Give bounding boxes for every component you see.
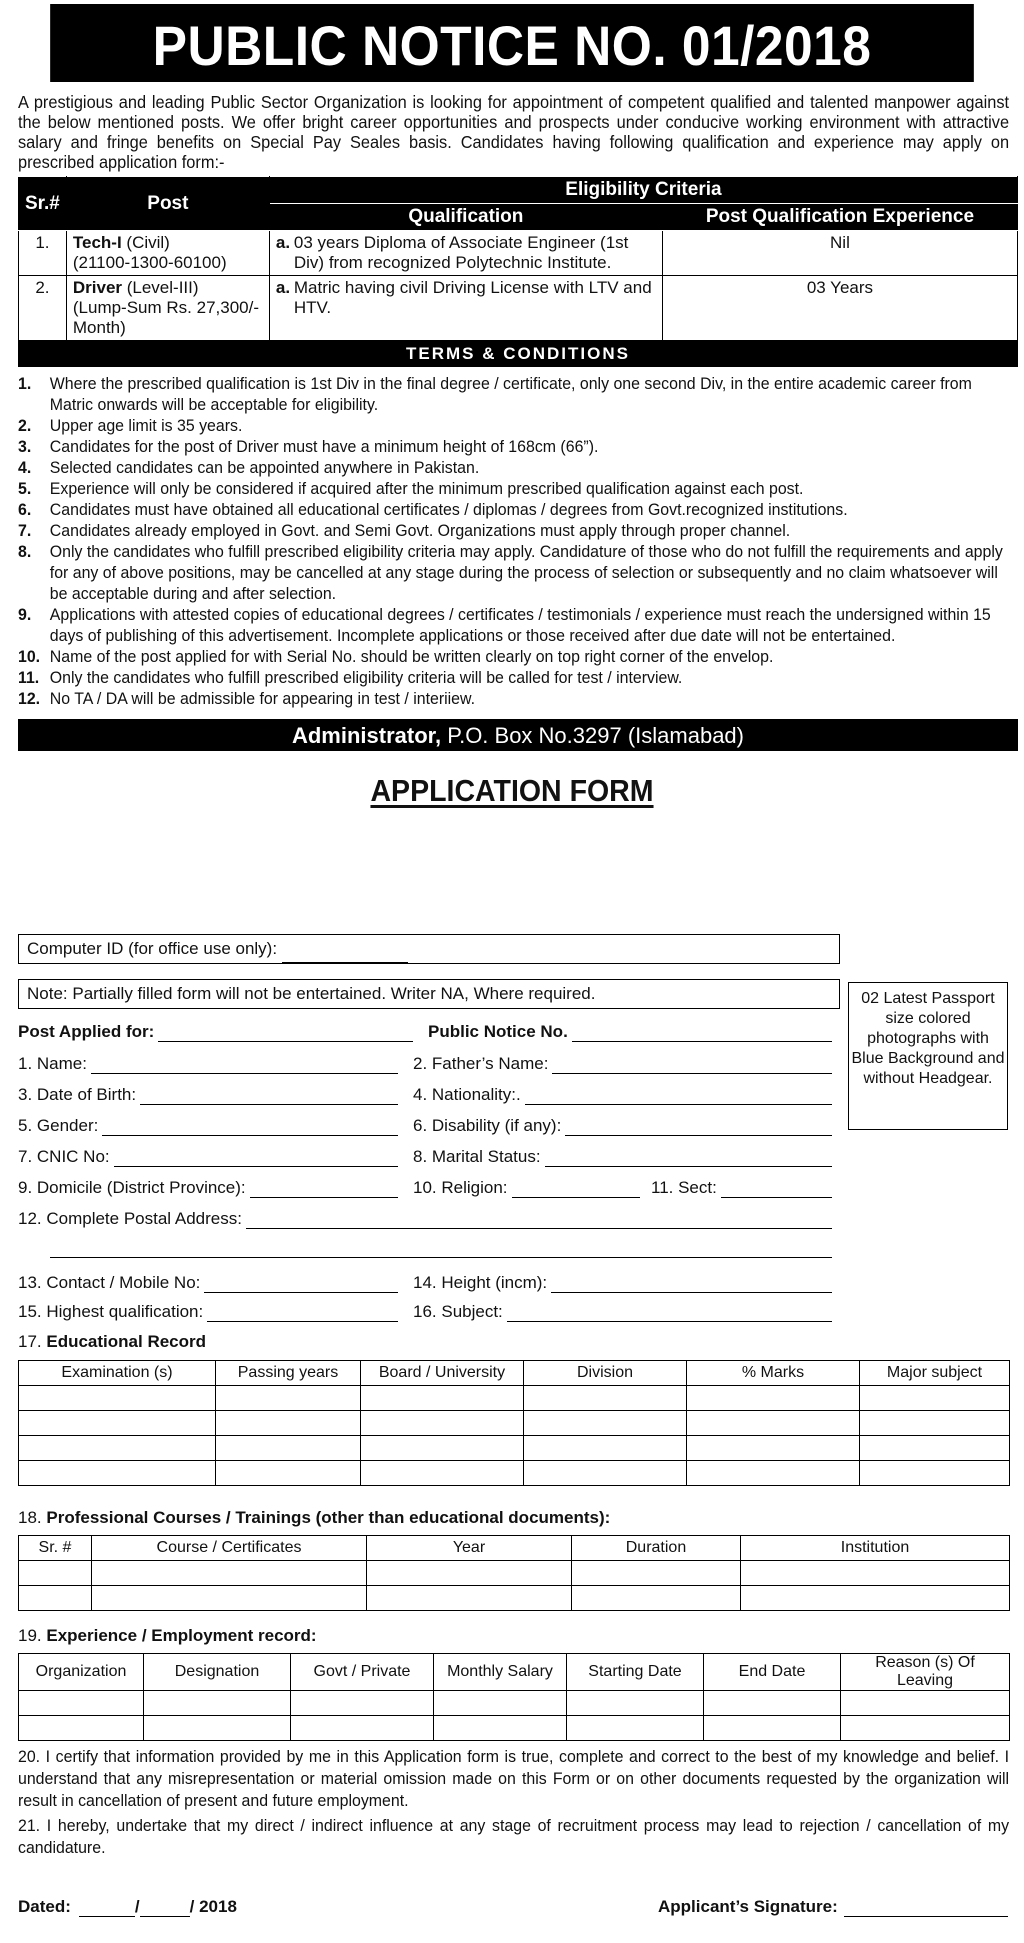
column-header: Passing years xyxy=(216,1361,361,1386)
column-header: End Date xyxy=(704,1654,841,1691)
public-notice-field[interactable] xyxy=(428,1022,832,1042)
column-header: Govt / Private xyxy=(291,1654,434,1691)
table-cell[interactable] xyxy=(19,1461,216,1486)
term-text: Only the candidates who fulfill prescribed eligibility criteria may apply. Candidature of those who do not fulfill the requirements and apply for any of above positions, may be cancelled at any stage during the process of selection or subsequently and no claim whatsoever will be acceptable during and after selection. xyxy=(49,542,1003,603)
term-text: Candidates must have obtained all educational certificates / diplomas / degrees from Govt.recognized institutions. xyxy=(49,500,848,519)
dob-label: 3. Date of Birth: xyxy=(18,1085,137,1104)
term-item xyxy=(18,436,1009,457)
sect-label: 11. Sect: xyxy=(651,1178,717,1197)
gender-label: 5. Gender: xyxy=(18,1116,99,1135)
signature-blank[interactable] xyxy=(844,1900,1008,1917)
domicile-label: 9. Domicile (District Province): xyxy=(18,1178,246,1197)
intro-paragraph: A prestigious and leading Public Sector Organization is looking for appointment of competent qualified and talented manpower against the below mentioned posts. We offer bright career opportunities and prospects under conducive working environment with attractive salary and fringe benefits on Special Pay Seales basis. Candidates having following qualification and experience may apply on prescribed application form:- xyxy=(18,92,1010,172)
term-number: 3. xyxy=(18,437,32,456)
table-cell[interactable] xyxy=(860,1461,1010,1486)
table-cell[interactable] xyxy=(704,1716,841,1741)
admin-address: P.O. Box No.3297 (Islamabad) xyxy=(441,723,744,748)
post-applied-field[interactable] xyxy=(18,1022,413,1042)
post-scale: (Lump-Sum Rs. 27,300/- Month) xyxy=(72,298,260,337)
term-item xyxy=(18,415,1009,436)
column-header: Starting Date xyxy=(567,1654,704,1691)
column-header: Examination (s) xyxy=(19,1361,216,1386)
header-experience: Post Qualification Experience xyxy=(662,204,1017,231)
terms-title: TERMS & CONDITIONS xyxy=(18,341,1018,367)
term-text: Candidates for the post of Driver must have a minimum height of 168cm (66”). xyxy=(49,437,599,456)
post-sub: (Level-III) xyxy=(122,278,199,297)
table-row xyxy=(19,1691,1010,1716)
table-cell[interactable] xyxy=(92,1586,367,1611)
table-cell[interactable] xyxy=(367,1561,572,1586)
term-text: Name of the post applied for with Serial No. should be written clearly on top right corner of the envelop. xyxy=(49,647,774,666)
table-cell[interactable] xyxy=(361,1386,524,1411)
table-row xyxy=(19,1436,1010,1461)
table-cell[interactable] xyxy=(19,1386,216,1411)
postal-address-line-2[interactable] xyxy=(50,1241,832,1258)
table-cell[interactable] xyxy=(216,1461,361,1486)
note-box: Note: Partially filled form will not be entertained. Writer NA, Where required. xyxy=(18,979,840,1009)
qual-text: 03 years Diploma of Associate Engineer (1st Div) from recognized Polytechnic Institute. xyxy=(293,233,629,272)
row-experience: Nil xyxy=(662,231,1017,276)
table-cell[interactable] xyxy=(291,1716,434,1741)
table-cell[interactable] xyxy=(19,1411,216,1436)
nationality-field[interactable] xyxy=(413,1085,832,1105)
table-row xyxy=(19,1586,1010,1611)
table-cell[interactable] xyxy=(216,1436,361,1461)
edu-num: 17. xyxy=(18,1332,42,1351)
column-header: Duration xyxy=(572,1536,741,1561)
date-month-blank[interactable] xyxy=(140,1900,190,1917)
edu-title: Educational Record xyxy=(46,1332,207,1351)
term-item xyxy=(18,478,1009,499)
experience-table xyxy=(18,1653,1010,1741)
prof-title: Professional Courses / Trainings (other than educational documents): xyxy=(46,1508,611,1527)
computer-id-box xyxy=(18,934,840,964)
height-field[interactable] xyxy=(413,1273,832,1293)
column-header: Monthly Salary xyxy=(434,1654,567,1691)
disability-field[interactable] xyxy=(413,1116,832,1136)
header-qualification: Qualification xyxy=(269,204,662,231)
terms-list xyxy=(18,373,1009,709)
dob-field[interactable] xyxy=(18,1085,398,1105)
row-sr: 1. xyxy=(19,231,67,276)
table-cell[interactable] xyxy=(741,1561,1010,1586)
notice-title: PUBLIC NOTICE NO. 01/2018 xyxy=(50,4,974,82)
height-label: 14. Height (incm): xyxy=(413,1273,548,1292)
domicile-field[interactable] xyxy=(18,1178,398,1198)
table-cell[interactable] xyxy=(367,1586,572,1611)
computer-id-label: Computer ID (for office use only): xyxy=(27,939,278,958)
column-header: Year xyxy=(367,1536,572,1561)
term-number: 1. xyxy=(18,374,32,393)
contact-label: 13. Contact / Mobile No: xyxy=(18,1273,201,1292)
table-cell[interactable] xyxy=(704,1691,841,1716)
term-number: 12. xyxy=(18,689,41,708)
subject-field[interactable] xyxy=(413,1302,832,1322)
date-sep: / xyxy=(134,1897,140,1916)
term-text: Candidates already employed in Govt. and Semi Govt. Organizations must apply through proper channel. xyxy=(49,521,791,540)
marital-status-label: 8. Marital Status: xyxy=(413,1147,541,1166)
table-cell[interactable] xyxy=(92,1561,367,1586)
term-text: No TA / DA will be admissible for appearing in test / interiiew. xyxy=(49,689,476,708)
table-cell[interactable] xyxy=(572,1586,741,1611)
table-cell[interactable] xyxy=(524,1411,687,1436)
column-header: Institution xyxy=(741,1536,1010,1561)
father-name-label: 2. Father’s Name: xyxy=(413,1054,549,1073)
date-day-blank[interactable] xyxy=(79,1900,135,1917)
cnic-field[interactable] xyxy=(18,1147,398,1167)
post-scale: (21100-1300-60100) xyxy=(72,253,227,272)
declaration-20: 20. I certify that information provided by me in this Application form is true, complete and correct to the best of my knowledge and belief. I understand that any misrepresentation or material omission made on this Form or on other documents requested by the organization will result in cancellation of present and future employment. xyxy=(18,1747,1010,1810)
term-item xyxy=(18,373,1009,415)
professional-courses-table xyxy=(18,1535,1010,1611)
term-number: 7. xyxy=(18,521,32,540)
contact-field[interactable] xyxy=(18,1273,398,1293)
column-header: Designation xyxy=(144,1654,291,1691)
post-sub: (Civil) xyxy=(121,233,170,252)
table-cell[interactable] xyxy=(434,1716,567,1741)
term-number: 4. xyxy=(18,458,32,477)
table-cell[interactable] xyxy=(434,1691,567,1716)
professional-courses-heading xyxy=(18,1508,610,1528)
table-cell[interactable] xyxy=(361,1461,524,1486)
administrator-bar xyxy=(18,719,1018,751)
public-notice-label: Public Notice No. xyxy=(428,1022,568,1041)
posts-table xyxy=(18,176,1018,341)
name-label: 1. Name: xyxy=(18,1054,87,1073)
dated-label: Dated: xyxy=(18,1897,71,1916)
term-item xyxy=(18,604,1009,646)
table-cell[interactable] xyxy=(19,1716,144,1741)
table-cell[interactable] xyxy=(19,1691,144,1716)
term-text: Applications with attested copies of educational degrees / certificates / testimonials / experience must reach the undersigned within 15 days of publishing of this advertisement. Incomplete applications or those received after due date will not be entertained. xyxy=(49,605,991,645)
header-post: Post xyxy=(66,177,269,231)
table-row xyxy=(19,1386,1010,1411)
prof-header-row xyxy=(19,1536,1010,1561)
term-number: 11. xyxy=(18,668,40,687)
table-cell[interactable] xyxy=(216,1386,361,1411)
table-row xyxy=(19,1561,1010,1586)
admin-name: Administrator, xyxy=(291,723,442,748)
table-cell[interactable] xyxy=(361,1436,524,1461)
table-cell[interactable] xyxy=(524,1436,687,1461)
table-cell[interactable] xyxy=(687,1386,860,1411)
term-item xyxy=(18,541,1009,604)
table-cell[interactable] xyxy=(361,1411,524,1436)
dated-field xyxy=(18,1897,237,1917)
term-number: 8. xyxy=(18,542,32,561)
table-row xyxy=(19,231,1018,276)
table-cell[interactable] xyxy=(144,1716,291,1741)
educational-record-heading xyxy=(18,1332,206,1352)
header-eligibility: Eligibility Criteria xyxy=(269,177,1017,204)
term-item xyxy=(18,520,1009,541)
term-number: 10. xyxy=(18,647,41,666)
table-cell[interactable] xyxy=(841,1716,1010,1741)
date-year: / 2018 xyxy=(189,1897,237,1916)
column-header: Course / Certificates xyxy=(92,1536,367,1561)
term-number: 5. xyxy=(18,479,32,498)
qual-text: Matric having civil Driving License with LTV and HTV. xyxy=(293,278,652,317)
term-number: 2. xyxy=(18,416,32,435)
row-qualification xyxy=(269,276,662,341)
signature-label: Applicant’s Signature: xyxy=(658,1897,838,1916)
highest-qualification-field[interactable] xyxy=(18,1302,398,1322)
signature-field xyxy=(658,1897,1008,1917)
table-cell[interactable] xyxy=(19,1561,92,1586)
column-header: % Marks xyxy=(687,1361,860,1386)
table-cell[interactable] xyxy=(567,1691,704,1716)
experience-heading xyxy=(18,1626,317,1646)
table-cell[interactable] xyxy=(687,1411,860,1436)
application-form-title: APPLICATION FORM xyxy=(370,773,654,808)
qual-marker: a. xyxy=(275,278,291,297)
table-cell[interactable] xyxy=(741,1586,1010,1611)
table-row xyxy=(19,1716,1010,1741)
sect-field[interactable] xyxy=(651,1178,832,1198)
postal-address-label: 12. Complete Postal Address: xyxy=(18,1209,242,1228)
column-header: Reason (s) Of Leaving xyxy=(841,1654,1010,1691)
table-cell[interactable] xyxy=(524,1386,687,1411)
table-cell[interactable] xyxy=(687,1461,860,1486)
table-cell[interactable] xyxy=(841,1691,1010,1716)
row-qualification xyxy=(269,231,662,276)
term-number: 6. xyxy=(18,500,32,519)
marital-status-field[interactable] xyxy=(413,1147,832,1167)
term-item xyxy=(18,646,1009,667)
postal-address-field[interactable] xyxy=(18,1209,832,1229)
column-header: Organization xyxy=(19,1654,144,1691)
disability-label: 6. Disability (if any): xyxy=(413,1116,562,1135)
header-sr: Sr.# xyxy=(19,177,67,231)
nationality-label: 4. Nationality:. xyxy=(413,1085,521,1104)
table-cell[interactable] xyxy=(860,1436,1010,1461)
table-cell[interactable] xyxy=(19,1586,92,1611)
cnic-label: 7. CNIC No: xyxy=(18,1147,110,1166)
post-name: Tech-I xyxy=(72,233,122,252)
column-header: Major subject xyxy=(860,1361,1010,1386)
term-item xyxy=(18,667,1009,688)
table-cell[interactable] xyxy=(572,1561,741,1586)
table-cell[interactable] xyxy=(524,1461,687,1486)
table-cell[interactable] xyxy=(19,1436,216,1461)
notice-page xyxy=(10,4,1014,809)
row-post xyxy=(66,231,269,276)
term-text: Selected candidates can be appointed anywhere in Pakistan. xyxy=(49,458,480,477)
term-number: 9. xyxy=(18,605,32,624)
post-applied-label: Post Applied for: xyxy=(18,1022,155,1041)
table-cell[interactable] xyxy=(291,1691,434,1716)
row-sr: 2. xyxy=(19,276,67,341)
table-cell[interactable] xyxy=(216,1411,361,1436)
subject-label: 16. Subject: xyxy=(413,1302,503,1321)
highest-qualification-label: 15. Highest qualification: xyxy=(18,1302,204,1321)
term-text: Upper age limit is 35 years. xyxy=(49,416,243,435)
exp-num: 19. xyxy=(18,1626,42,1645)
educational-record-table xyxy=(18,1360,1010,1486)
father-name-field[interactable] xyxy=(413,1054,832,1074)
prof-num: 18. xyxy=(18,1508,42,1527)
term-text: Only the candidates who fulfill prescribed eligibility criteria will be called for test / interview. xyxy=(49,668,683,687)
religion-label: 10. Religion: xyxy=(413,1178,508,1197)
table-cell[interactable] xyxy=(144,1691,291,1716)
declaration-21: 21. I hereby, undertake that my direct / indirect influence at any stage of recruitment process may lead to rejection / cancellation of my candidature. xyxy=(18,1816,1010,1857)
term-item xyxy=(18,688,1009,709)
exp-title: Experience / Employment record: xyxy=(46,1626,317,1645)
name-field[interactable] xyxy=(18,1054,398,1074)
row-experience: 03 Years xyxy=(662,276,1017,341)
exp-header-row xyxy=(19,1654,1010,1691)
photo-box: 02 Latest Passport size colored photographs with Blue Background and without Headgear. xyxy=(848,982,1008,1130)
post-name: Driver xyxy=(72,278,123,297)
table-cell[interactable] xyxy=(860,1386,1010,1411)
term-item xyxy=(18,457,1009,478)
column-header: Sr. # xyxy=(19,1536,92,1561)
term-text: Where the prescribed qualification is 1st Div in the final degree / certificate, only one second Div, in the entire academic career from Matric onwards will be acceptable for eligibility. xyxy=(49,374,972,414)
table-row xyxy=(19,1411,1010,1436)
qual-marker: a. xyxy=(275,233,291,252)
table-cell[interactable] xyxy=(687,1436,860,1461)
edu-header-row xyxy=(19,1361,1010,1386)
religion-field[interactable] xyxy=(413,1178,640,1198)
gender-field[interactable] xyxy=(18,1116,398,1136)
table-row xyxy=(19,276,1018,341)
table-row xyxy=(19,1461,1010,1486)
term-text: Experience will only be considered if acquired after the minimum prescribed qualification against each post. xyxy=(49,479,804,498)
table-cell[interactable] xyxy=(567,1716,704,1741)
term-item xyxy=(18,499,1009,520)
table-cell[interactable] xyxy=(860,1411,1010,1436)
row-post xyxy=(66,276,269,341)
column-header: Division xyxy=(524,1361,687,1386)
computer-id-blank[interactable] xyxy=(282,946,408,963)
column-header: Board / University xyxy=(361,1361,524,1386)
